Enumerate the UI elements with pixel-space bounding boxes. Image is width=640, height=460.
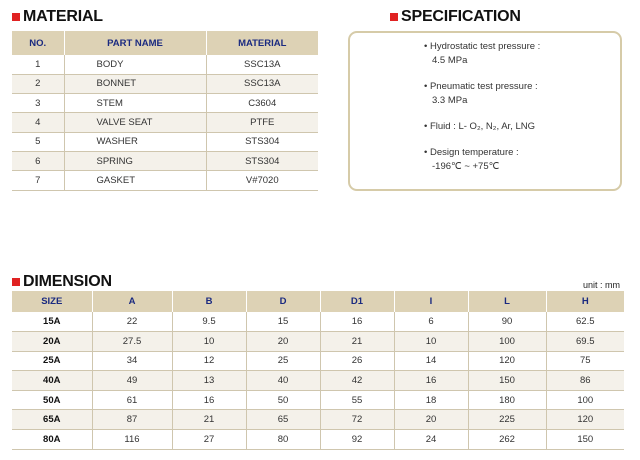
cell-value: 180 [468,390,546,410]
cell-value: 90 [468,312,546,332]
spec-value: 4.5 MPa [432,55,468,66]
dimension-table [12,291,624,450]
cell-size: 65A [12,410,92,430]
cell-value: 6 [394,312,468,332]
cell-value: 87 [92,410,172,430]
table-row [12,151,318,170]
cell-value: 100 [546,390,624,410]
cell-no: 7 [12,171,64,190]
specification-title: SPECIFICATION [401,8,521,25]
col-header-i: I [394,291,468,312]
cell-material: SSC13A [206,55,318,74]
table-row [12,171,318,190]
spec-item [424,80,620,108]
cell-no: 4 [12,113,64,132]
cell-value: 75 [546,351,624,371]
material-title: MATERIAL [23,8,103,25]
cell-part: SPRING [64,151,206,170]
table-row [12,410,624,430]
material-heading [12,8,103,26]
table-row [12,332,624,352]
specification-heading [390,8,521,26]
col-header-a: A [92,291,172,312]
cell-value: 27 [172,430,246,450]
col-header-no: NO. [12,31,64,55]
cell-value: 42 [320,371,394,391]
cell-value: 26 [320,351,394,371]
spec-item [424,146,620,174]
cell-value: 21 [320,332,394,352]
cell-value: 65 [246,410,320,430]
cell-size: 40A [12,371,92,391]
cell-no: 1 [12,55,64,74]
cell-value: 10 [394,332,468,352]
table-row [12,55,318,74]
col-header-part-name: PART NAME [64,31,206,55]
unit-label: unit : mm [582,280,620,290]
cell-value: 12 [172,351,246,371]
cell-part: WASHER [64,132,206,151]
spec-item [424,40,620,68]
table-row [12,351,624,371]
cell-value: 150 [468,371,546,391]
cell-value: 16 [172,390,246,410]
cell-value: 61 [92,390,172,410]
cell-value: 86 [546,371,624,391]
cell-value: 22 [92,312,172,332]
cell-size: 80A [12,430,92,450]
table-row [12,113,318,132]
cell-value: 55 [320,390,394,410]
table-row [12,430,624,450]
table-row [12,94,318,113]
spec-label: • Design temperature : [424,147,519,158]
cell-size: 20A [12,332,92,352]
cell-value: 9.5 [172,312,246,332]
cell-value: 69.5 [546,332,624,352]
cell-value: 49 [92,371,172,391]
cell-size: 15A [12,312,92,332]
red-square-icon [390,13,398,21]
cell-value: 100 [468,332,546,352]
table-row [12,312,624,332]
col-header-d1: D1 [320,291,394,312]
cell-value: 116 [92,430,172,450]
cell-part: BONNET [64,74,206,93]
dimension-header-row [12,291,624,312]
col-header-h: H [546,291,624,312]
cell-size: 50A [12,390,92,410]
cell-value: 16 [320,312,394,332]
spec-value: 3.3 MPa [432,95,468,106]
cell-part: STEM [64,94,206,113]
cell-value: 50 [246,390,320,410]
cell-value: 120 [468,351,546,371]
cell-material: PTFE [206,113,318,132]
dimension-heading [12,273,112,291]
cell-size: 25A [12,351,92,371]
cell-value: 225 [468,410,546,430]
col-header-b: B [172,291,246,312]
cell-value: 120 [546,410,624,430]
cell-value: 18 [394,390,468,410]
cell-value: 27.5 [92,332,172,352]
cell-value: 92 [320,430,394,450]
material-header-row [12,31,318,55]
specification-box [348,31,622,191]
cell-value: 34 [92,351,172,371]
cell-no: 5 [12,132,64,151]
cell-value: 13 [172,371,246,391]
table-row [12,132,318,151]
cell-material: STS304 [206,151,318,170]
col-header-d: D [246,291,320,312]
table-row [12,74,318,93]
cell-value: 20 [394,410,468,430]
table-row [12,390,624,410]
cell-no: 6 [12,151,64,170]
cell-value: 262 [468,430,546,450]
cell-value: 62.5 [546,312,624,332]
cell-value: 10 [172,332,246,352]
table-row [12,371,624,391]
cell-value: 14 [394,351,468,371]
dimension-title: DIMENSION [23,273,112,290]
cell-material: STS304 [206,132,318,151]
cell-part: GASKET [64,171,206,190]
spec-item [424,120,620,134]
cell-value: 72 [320,410,394,430]
cell-part: BODY [64,55,206,74]
cell-material: C3604 [206,94,318,113]
cell-material: V#7020 [206,171,318,190]
cell-value: 20 [246,332,320,352]
cell-material: SSC13A [206,74,318,93]
spec-label: • Fluid : L- O₂, N₂, Ar, LNG [424,121,536,132]
cell-value: 40 [246,371,320,391]
cell-value: 16 [394,371,468,391]
col-header-size: SIZE [12,291,92,312]
spec-label: • Pneumatic test pressure : [424,81,538,92]
spec-value: -196℃ ~ +75℃ [432,161,500,172]
cell-no: 3 [12,94,64,113]
red-square-icon [12,13,20,21]
cell-value: 24 [394,430,468,450]
cell-no: 2 [12,74,64,93]
cell-value: 21 [172,410,246,430]
material-table [12,31,318,191]
cell-value: 150 [546,430,624,450]
cell-value: 15 [246,312,320,332]
cell-part: VALVE SEAT [64,113,206,132]
col-header-l: L [468,291,546,312]
cell-value: 80 [246,430,320,450]
red-square-icon [12,278,20,286]
cell-value: 25 [246,351,320,371]
col-header-material: MATERIAL [206,31,318,55]
spec-label: • Hydrostatic test pressure : [424,41,541,52]
